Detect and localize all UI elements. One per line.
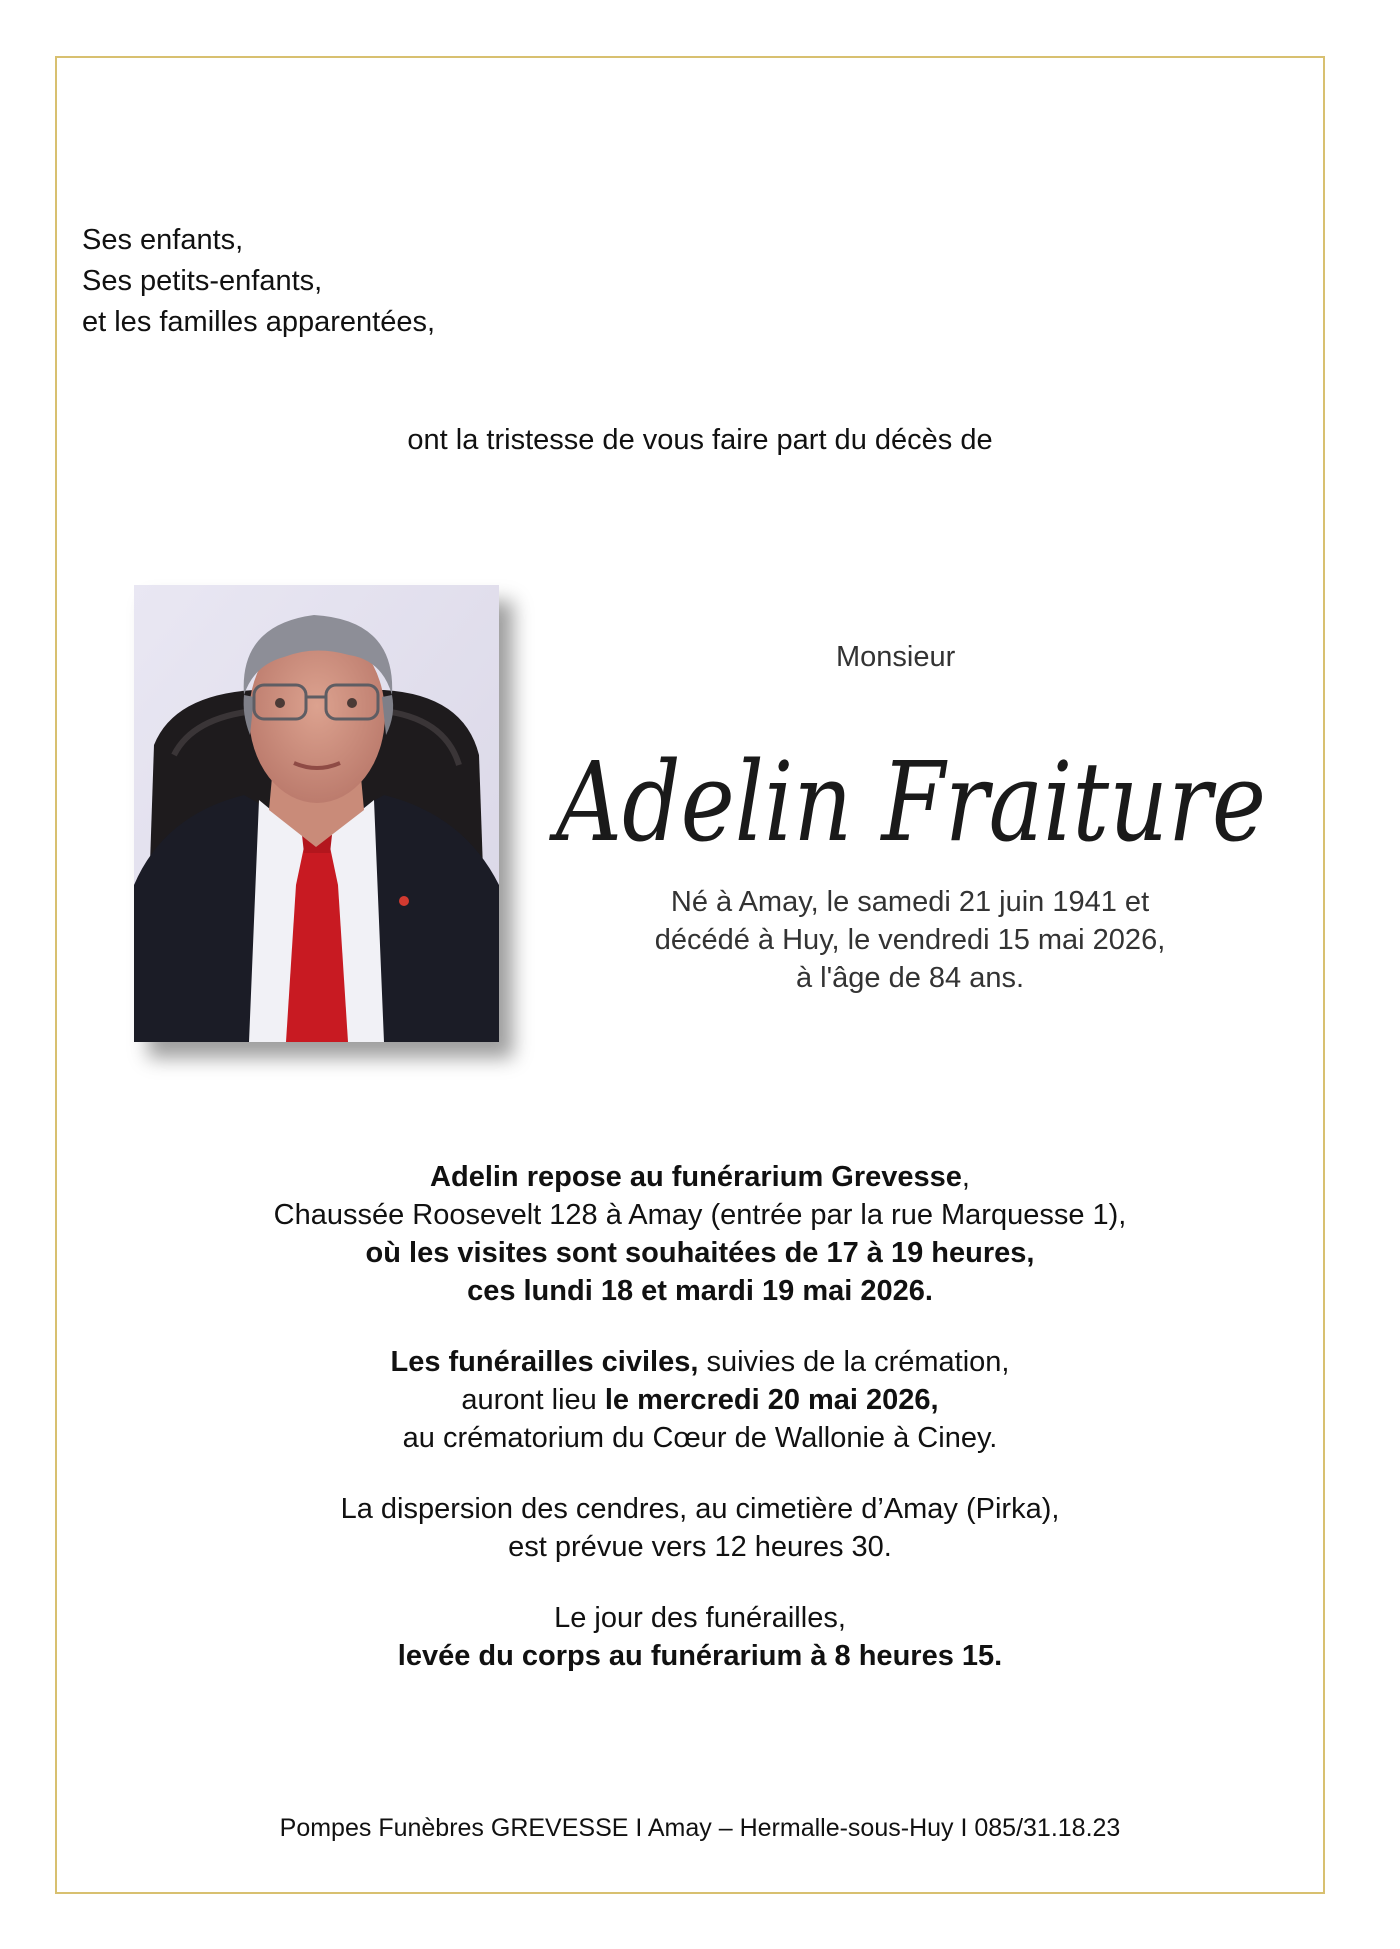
dispersion-time: est prévue vers 12 heures 30.	[508, 1531, 892, 1563]
family-line-grandchildren: Ses petits-enfants,	[82, 265, 323, 297]
funeral-home-footer: Pompes Funèbres GREVESSE I Amay – Hermalle-sous-Huy I 085/31.18.23	[279, 1814, 1121, 1842]
birth-line: Né à Amay, le samedi 21 juin 1941 et	[670, 886, 1150, 918]
deceased-photo	[134, 585, 499, 1042]
age-line: à l'âge de 84 ans.	[795, 962, 1025, 994]
visit-place: Adelin repose au funérarium Grevesse	[430, 1161, 962, 1193]
funeral-date: auront lieu le mercredi 20 mai 2026,	[461, 1384, 939, 1416]
announcement-intro: ont la tristesse de vous faire part du décès de	[407, 424, 993, 456]
death-line: décédé à Huy, le vendredi 15 mai 2026,	[654, 924, 1166, 956]
levee-line-1: Le jour des funérailles,	[554, 1602, 846, 1634]
visit-address: Chaussée Roosevelt 128 à Amay (entrée par la rue Marquesse 1),	[273, 1199, 1127, 1231]
dispersion-paragraph	[0, 1490, 1400, 1566]
visit-days: ces lundi 18 et mardi 19 mai 2026.	[467, 1275, 933, 1307]
deceased-dates	[600, 883, 1220, 997]
visit-paragraph	[0, 1158, 1400, 1310]
family-line-relatives: et les familles apparentées,	[82, 306, 436, 338]
funeral-paragraph	[0, 1343, 1400, 1457]
levee-paragraph	[0, 1599, 1400, 1675]
levee-time: levée du corps au funérarium à 8 heures 15.	[397, 1640, 1003, 1672]
deceased-name-text: Adelin Fraiture	[548, 738, 1266, 866]
deceased-name	[548, 730, 1272, 870]
family-block	[82, 220, 435, 343]
family-line-children: Ses enfants,	[82, 224, 244, 256]
funeral-line-1: Les funérailles civiles, suivies de la crémation,	[390, 1346, 1010, 1378]
deceased-title: Monsieur	[836, 641, 956, 673]
visit-hours: où les visites sont souhaitées de 17 à 19 heures,	[365, 1237, 1035, 1269]
funeral-location: au crématorium du Cœur de Wallonie à Ciney.	[402, 1422, 998, 1454]
visit-line-1: Adelin repose au funérarium Grevesse,	[430, 1161, 970, 1193]
dispersion-line-1: La dispersion des cendres, au cimetière d’Amay (Pirka),	[340, 1493, 1060, 1525]
ceremony-info	[0, 1158, 1400, 1708]
